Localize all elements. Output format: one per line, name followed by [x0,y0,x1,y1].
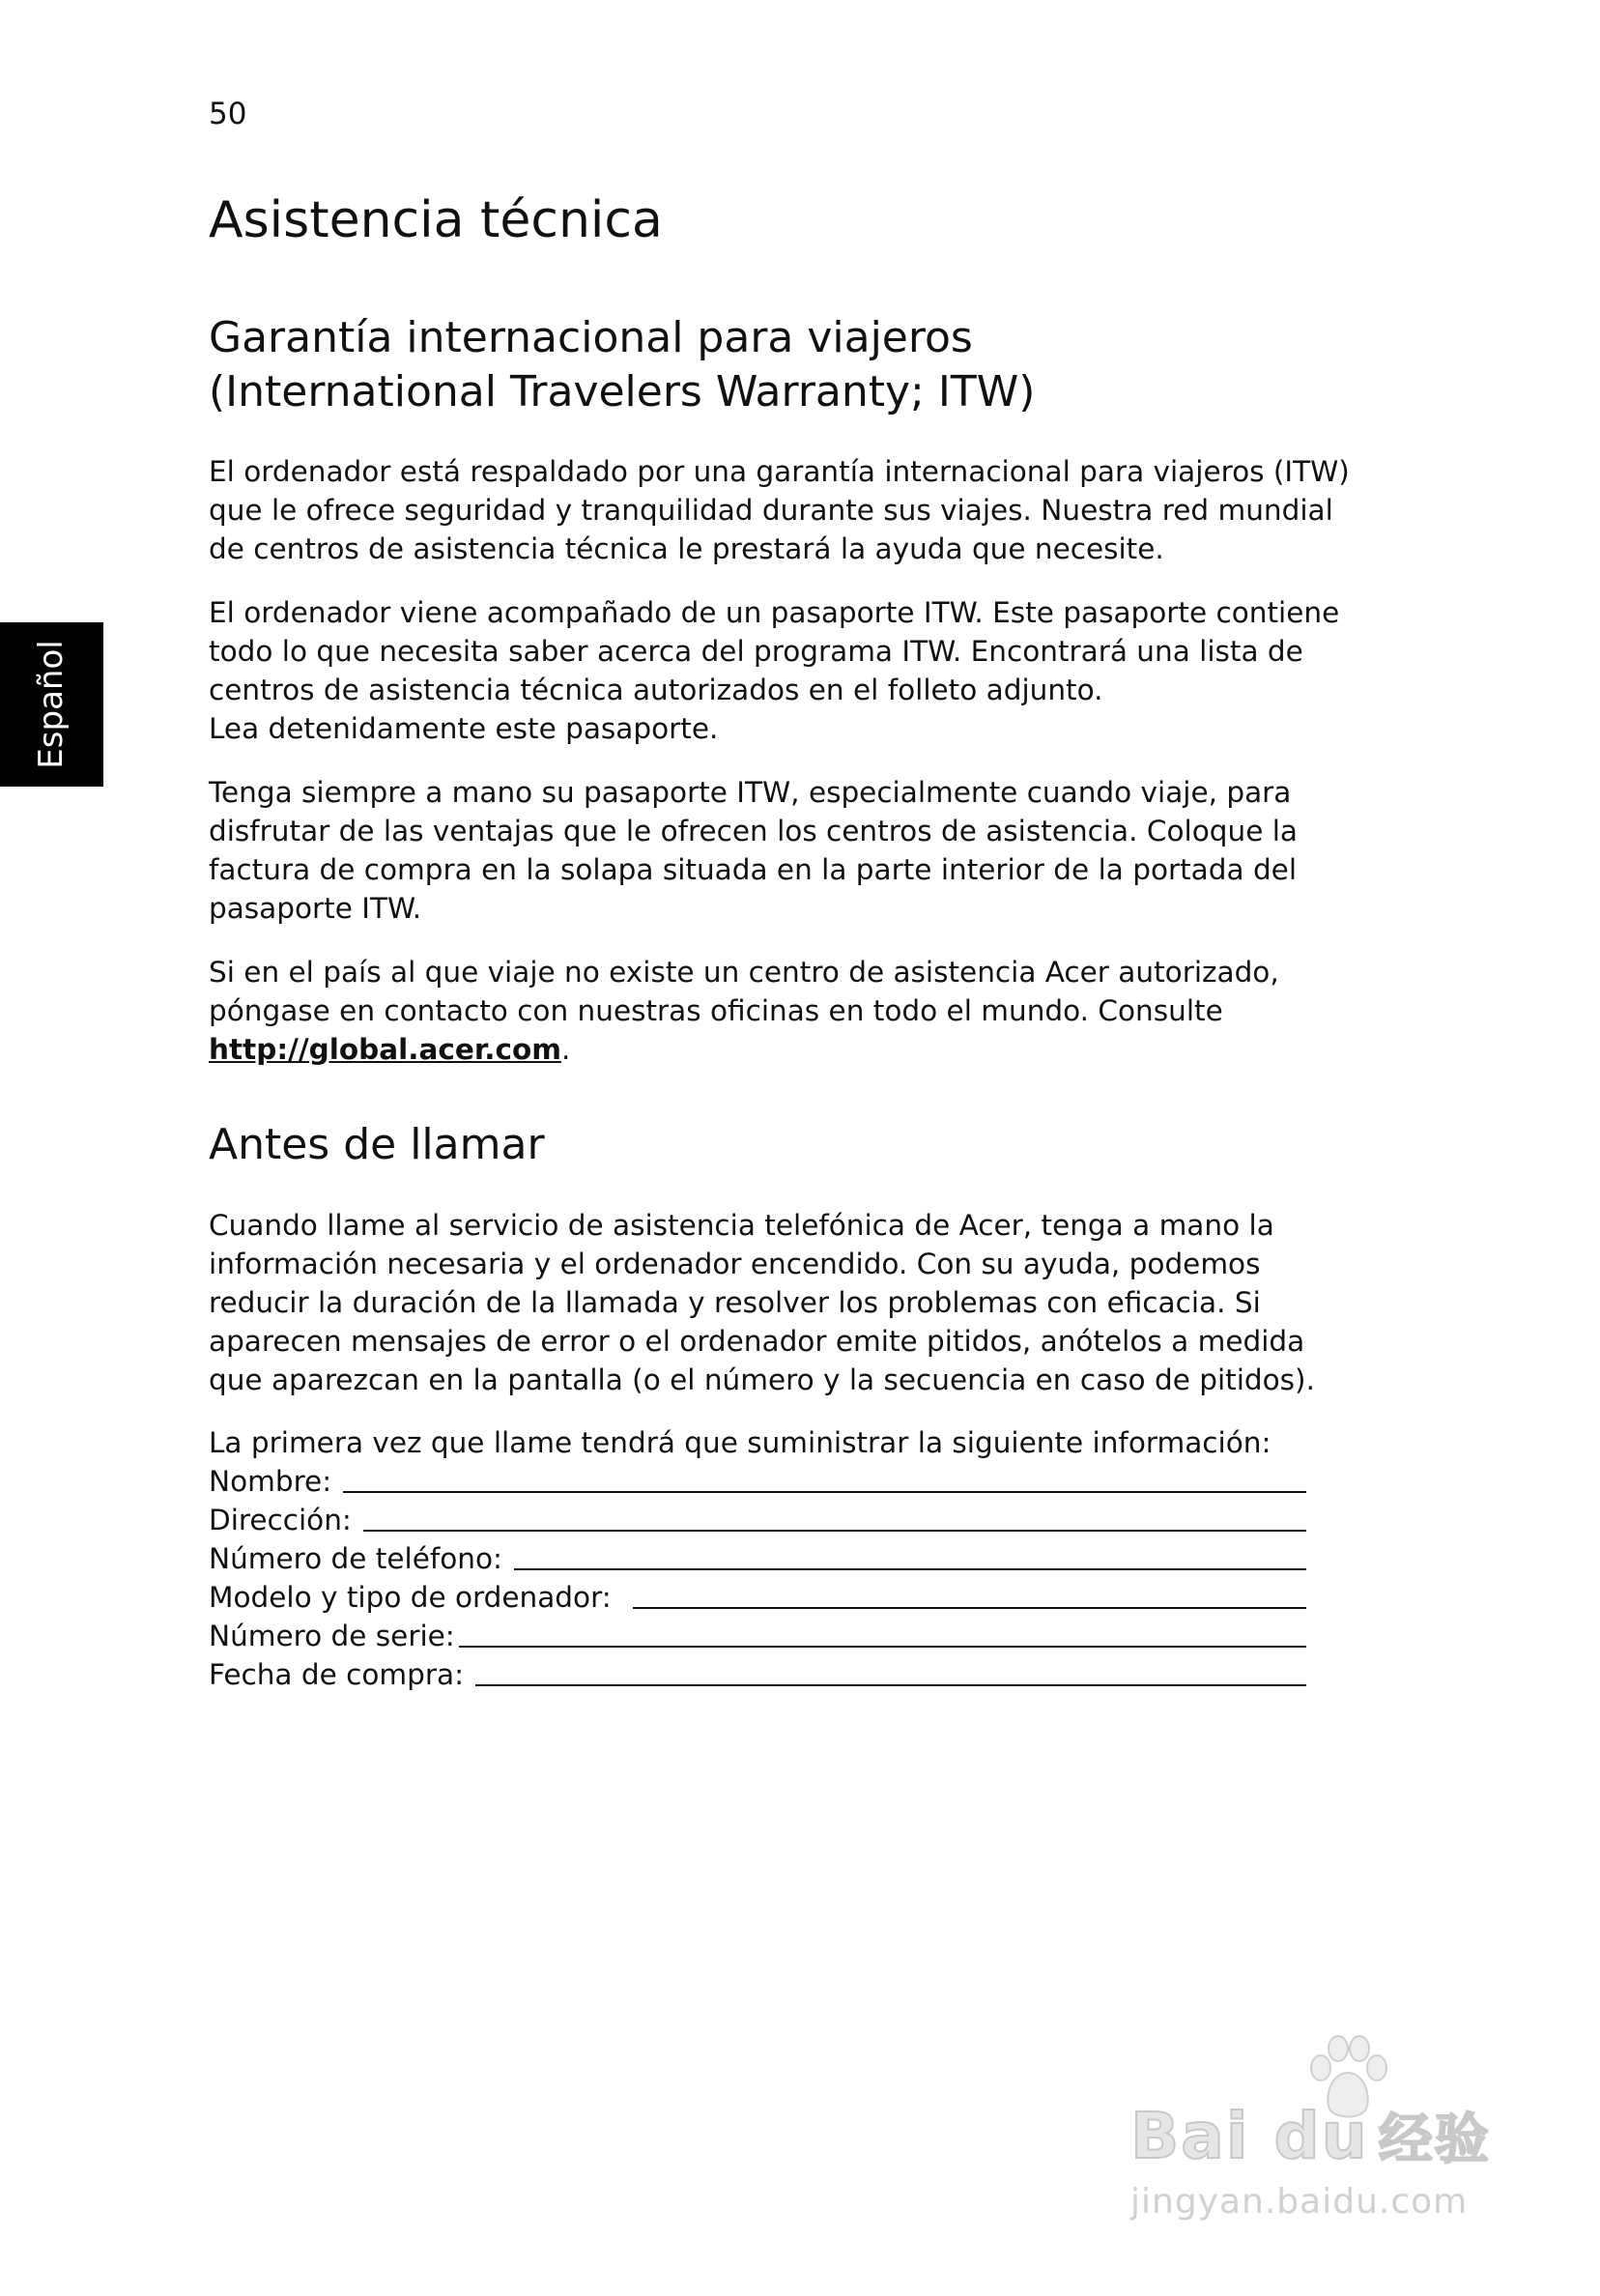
text-line: centros de asistencia técnica autorizados en el folleto adjunto. [209,674,1103,706]
form-blank-line[interactable] [343,1491,1306,1493]
form-label: Fecha de compra: [209,1658,465,1691]
itw-paragraph [209,593,1358,748]
text-line: que le ofrece seguridad y tranquilidad durante sus viajes. Nuestra red mundial [209,494,1333,527]
text-line: póngase en contacto con nuestras oficinas en todo el mundo. Consulte [209,994,1223,1027]
page-number: 50 [209,97,247,131]
itw-heading [209,311,1035,419]
form-blank-line[interactable] [363,1530,1306,1532]
text-line: todo lo que necesita saber acerca del programa ITW. Encontrará una lista de [209,635,1303,668]
itw-paragraph [209,953,1358,1069]
text-line: Cuando llame al servicio de asistencia telefónica de Acer, tenga a mano la [209,1209,1274,1242]
link-line [209,1030,1358,1069]
acer-global-link[interactable]: http://global.acer.com [209,1033,561,1066]
text-line: disfrutar de las ventajas que le ofrecen los centros de asistencia. Coloque la [209,815,1299,847]
watermark-brand-cn: 经验 [1378,2109,1491,2171]
form-row-modelo [209,1578,1306,1617]
form-row-telefono [209,1539,1306,1578]
text-line: pasaporte ITW. [209,892,422,925]
page-title: Asistencia técnica [209,191,663,249]
info-form [209,1423,1358,1694]
form-blank-line[interactable] [475,1684,1306,1686]
text-line: que aparezcan en la pantalla (o el número y la secuencia en caso de pitidos). [209,1363,1315,1396]
form-label: Dirección: [209,1504,352,1536]
itw-heading-line: Garantía internacional para viajeros [209,313,973,362]
itw-paragraph [209,452,1358,568]
language-side-tab [0,622,103,787]
form-row-fecha [209,1655,1306,1694]
text-line: El ordenador viene acompañado de un pasaporte ITW. Este pasaporte contiene [209,596,1340,629]
watermark-url: jingyan.baidu.com [1130,2182,1469,2222]
call-paragraph [209,1206,1358,1399]
form-row-direccion [209,1501,1306,1539]
text-line: El ordenador está respaldado por una garantía internacional para viajeros (ITW) [209,455,1350,488]
text-line: factura de compra en la solapa situada en la parte interior de la portada del [209,853,1298,886]
itw-paragraph [209,773,1358,928]
text-line: reducir la duración de la llamada y resolver los problemas con eficacia. Si [209,1286,1261,1319]
form-blank-line[interactable] [514,1568,1306,1570]
text-line: Lea detenidamente este pasaporte. [209,712,719,745]
text-line: Tenga siempre a mano su pasaporte ITW, especialmente cuando viaje, para [209,776,1292,809]
form-label: Modelo y tipo de ordenador: [209,1581,612,1614]
form-intro: La primera vez que llame tendrá que suministrar la siguiente información: [209,1426,1271,1459]
text-line: Si en el país al que viaje no existe un centro de asistencia Acer autorizado, [209,956,1279,989]
form-blank-line[interactable] [633,1607,1306,1609]
text-line: aparecen mensajes de error o el ordenador emite pitidos, anótelos a medida [209,1325,1305,1358]
text-line: información necesaria y el ordenador encendido. Con su ayuda, podemos [209,1248,1261,1280]
form-blank-line[interactable] [459,1646,1306,1648]
itw-heading-line: (International Travelers Warranty; ITW) [209,367,1036,416]
form-label: Número de teléfono: [209,1542,502,1575]
call-heading: Antes de llamar [209,1120,545,1169]
form-label: Número de serie: [209,1620,455,1652]
form-row-serie [209,1617,1306,1655]
form-row-nombre [209,1462,1306,1501]
language-tab-label: Español [32,640,71,769]
watermark-brand [1130,2097,1491,2174]
link-suffix: . [560,1033,571,1066]
baidu-watermark [1121,2029,1507,2242]
form-label: Nombre: [209,1465,332,1498]
watermark-brand-text: Bai du [1130,2099,1369,2173]
text-line: de centros de asistencia técnica le prestará la ayuda que necesite. [209,532,1164,565]
